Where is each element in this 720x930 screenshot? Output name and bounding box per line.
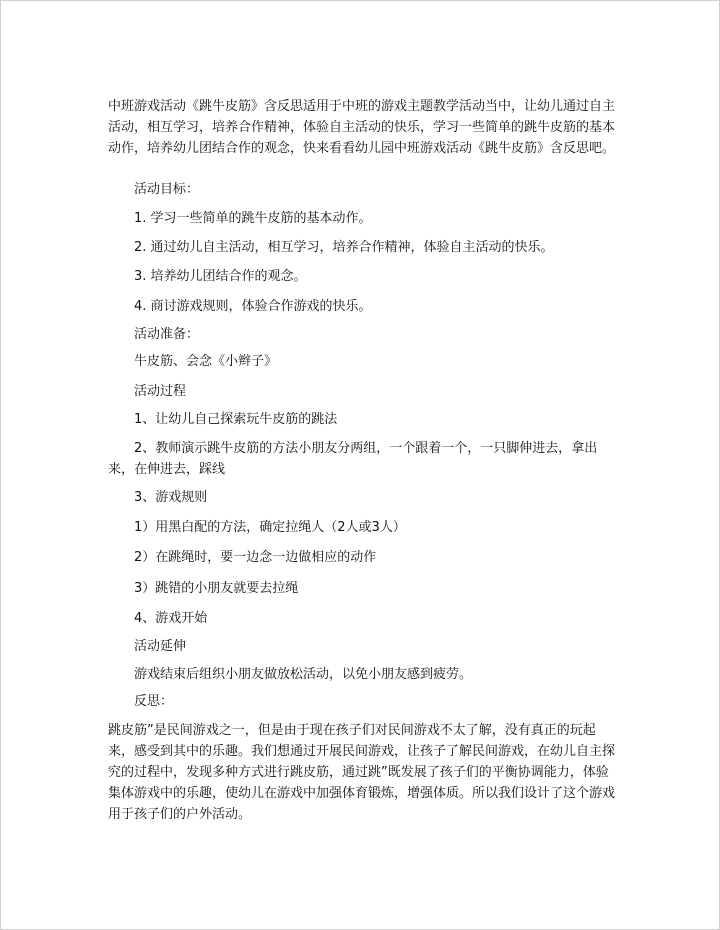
reflection-heading: 反思： [134,694,174,709]
prep-heading: 活动准备： [134,327,200,342]
intro-paragraph: 中班游戏活动《跳牛皮筋》含反思适用于中班的游戏主题教学活动当中，让幼儿通过自主活动，相互学习，培养合作精神，体验自主活动的快乐，学习一些简单的跳牛皮筋的基本动作，培养幼儿团结合作的观念，快来看看幼儿园中班游戏活动《跳牛皮筋》含反思吧。 [108,99,616,156]
rule-item: 1）用黑白配的方法，确定拉绳人（2人或3人） [134,520,406,535]
process-heading: 活动过程 [134,384,187,399]
process-step: 3、游戏规则 [134,490,208,505]
goal-item: 3. 培养幼儿团结合作的观念。 [134,269,307,284]
goal-item: 4. 商讨游戏规则，体验合作游戏的快乐。 [134,299,372,314]
rule-item: 2）在跳绳时，要一边念一边做相应的动作 [134,550,377,565]
extension-heading: 活动延伸 [134,639,187,654]
prep-text: 牛皮筋、会念《小辫子》 [134,354,278,369]
rule-item: 3）跳错的小朋友就要去拉绳 [134,581,299,596]
goal-item: 1. 学习一些简单的跳牛皮筋的基本动作。 [134,211,372,226]
goal-item: 2. 通过幼儿自主活动，相互学习，培养合作精神，体验自主活动的快乐。 [134,240,554,255]
process-step: 2、教师演示跳牛皮筋的方法小朋友分两组，一个跟着一个，一只脚伸进去，拿出来，在伸进去，踩线 [108,441,598,477]
goals-heading: 活动目标： [134,182,200,197]
process-step: 1、让幼儿自己探索玩牛皮筋的跳法 [134,412,338,427]
process-step: 4、游戏开始 [134,611,208,626]
extension-text: 游戏结束后组织小朋友做放松活动，以免小朋友感到疲劳。 [134,667,473,682]
reflection-paragraph: 跳皮筋”是民间游戏之一，但是由于现在孩子们对民间游戏不太了解，没有真正的玩起来，感受到其中的乐趣。我们想通过开展民间游戏，让孩子了解民间游戏，在幼儿自主探究的过程中，发现多种方式进行跳皮筋，通过跳”既发展了孩子们的平衡协调能力，体验集体游戏中的乐趣，使幼儿在游戏中加强体育锻炼，增强体质。所以我们设计了这个游戏用于孩子们的户外活动。 [108,723,616,822]
